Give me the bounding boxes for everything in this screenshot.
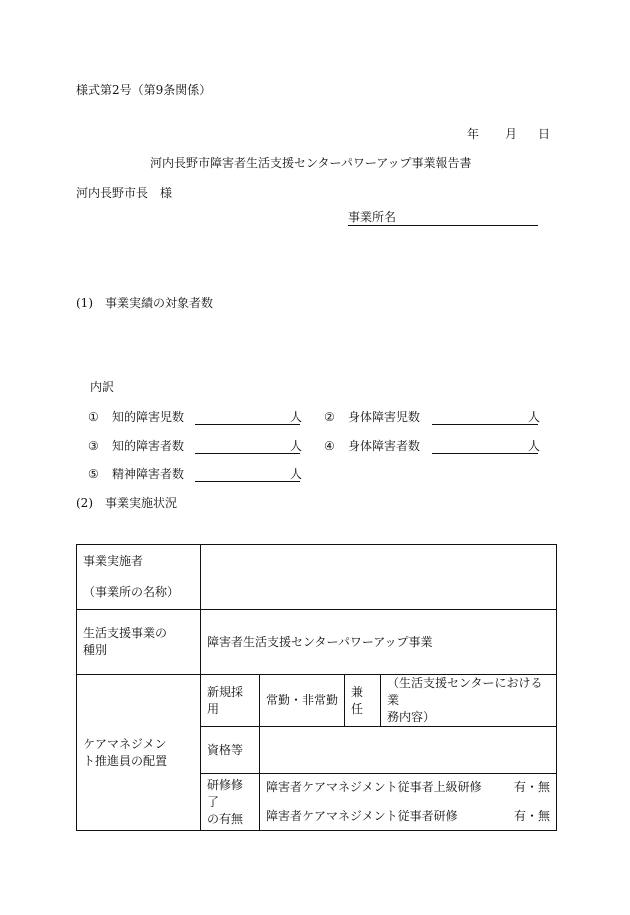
qualifications-value[interactable] — [260, 727, 557, 774]
item-label: 知的障害者数 — [112, 439, 185, 453]
date-year-label: 年 — [467, 127, 480, 141]
item-number: ④ — [324, 439, 335, 453]
addressee: 河内長野市長 様 — [76, 186, 173, 200]
employment-type[interactable]: 常勤・非常勤 — [260, 675, 345, 727]
item-number: ① — [88, 410, 99, 424]
qualifications-label: 資格等 — [201, 727, 260, 774]
implementer-header: 事業実施者 （事業所の名称） — [77, 545, 201, 610]
yes-no-choice[interactable]: 有・無 — [513, 809, 550, 823]
count-field-intellectual-children[interactable] — [195, 424, 300, 425]
item-label: 知的障害児数 — [112, 410, 185, 424]
training-value — [260, 774, 557, 831]
item-label: 身体障害児数 — [348, 410, 421, 424]
training-label: 研修修了 の有無 — [201, 774, 260, 831]
item-number: ② — [324, 410, 335, 424]
type-header: 生活支援事業の 種別 — [77, 610, 201, 675]
section2-heading: (2) 事業実施状況 — [76, 496, 177, 510]
count-field-physical-children[interactable] — [432, 424, 538, 425]
section1-heading: (1) 事業実績の対象者数 — [76, 296, 213, 310]
item-label: 身体障害者数 — [348, 439, 421, 453]
count-field-physical-adults[interactable] — [432, 453, 538, 454]
type-value: 障害者生活支援センターパワーアップ事業 — [201, 610, 557, 675]
office-name-field[interactable] — [348, 225, 538, 226]
unit-label: 人 — [290, 439, 303, 453]
unit-label: 人 — [290, 410, 303, 424]
unit-label: 人 — [290, 467, 303, 481]
training-basic: 障害者ケアマネジメント従事者研修 — [266, 809, 458, 823]
unit-label: 人 — [528, 410, 541, 424]
form-number: 様式第2号（第9条関係） — [76, 83, 212, 97]
concurrent-label[interactable]: 兼任 — [345, 675, 381, 727]
implementer-value[interactable] — [201, 545, 557, 610]
duties-label: （生活支援センターにおける業 務内容） — [381, 675, 557, 727]
staff-header: ケアマネジメン ト推進員の配置 — [77, 675, 201, 831]
count-field-mental[interactable] — [195, 481, 300, 482]
implementation-table — [76, 544, 557, 831]
date-month-label: 月 — [505, 127, 518, 141]
new-hire-label: 新規採用 — [201, 675, 260, 727]
training-advanced: 障害者ケアマネジメント従事者上級研修 — [266, 780, 482, 794]
breakdown-label: 内訳 — [90, 380, 115, 394]
office-name-label: 事業所名 — [348, 210, 397, 224]
yes-no-choice[interactable]: 有・無 — [513, 780, 550, 794]
page-title: 河内長野市障害者生活支援センターパワーアップ事業報告書 — [150, 156, 472, 170]
item-number: ⑤ — [88, 467, 99, 481]
item-number: ③ — [88, 439, 99, 453]
item-label: 精神障害者数 — [112, 467, 185, 481]
count-field-intellectual-adults[interactable] — [195, 453, 300, 454]
date-day-label: 日 — [538, 127, 551, 141]
unit-label: 人 — [528, 439, 541, 453]
